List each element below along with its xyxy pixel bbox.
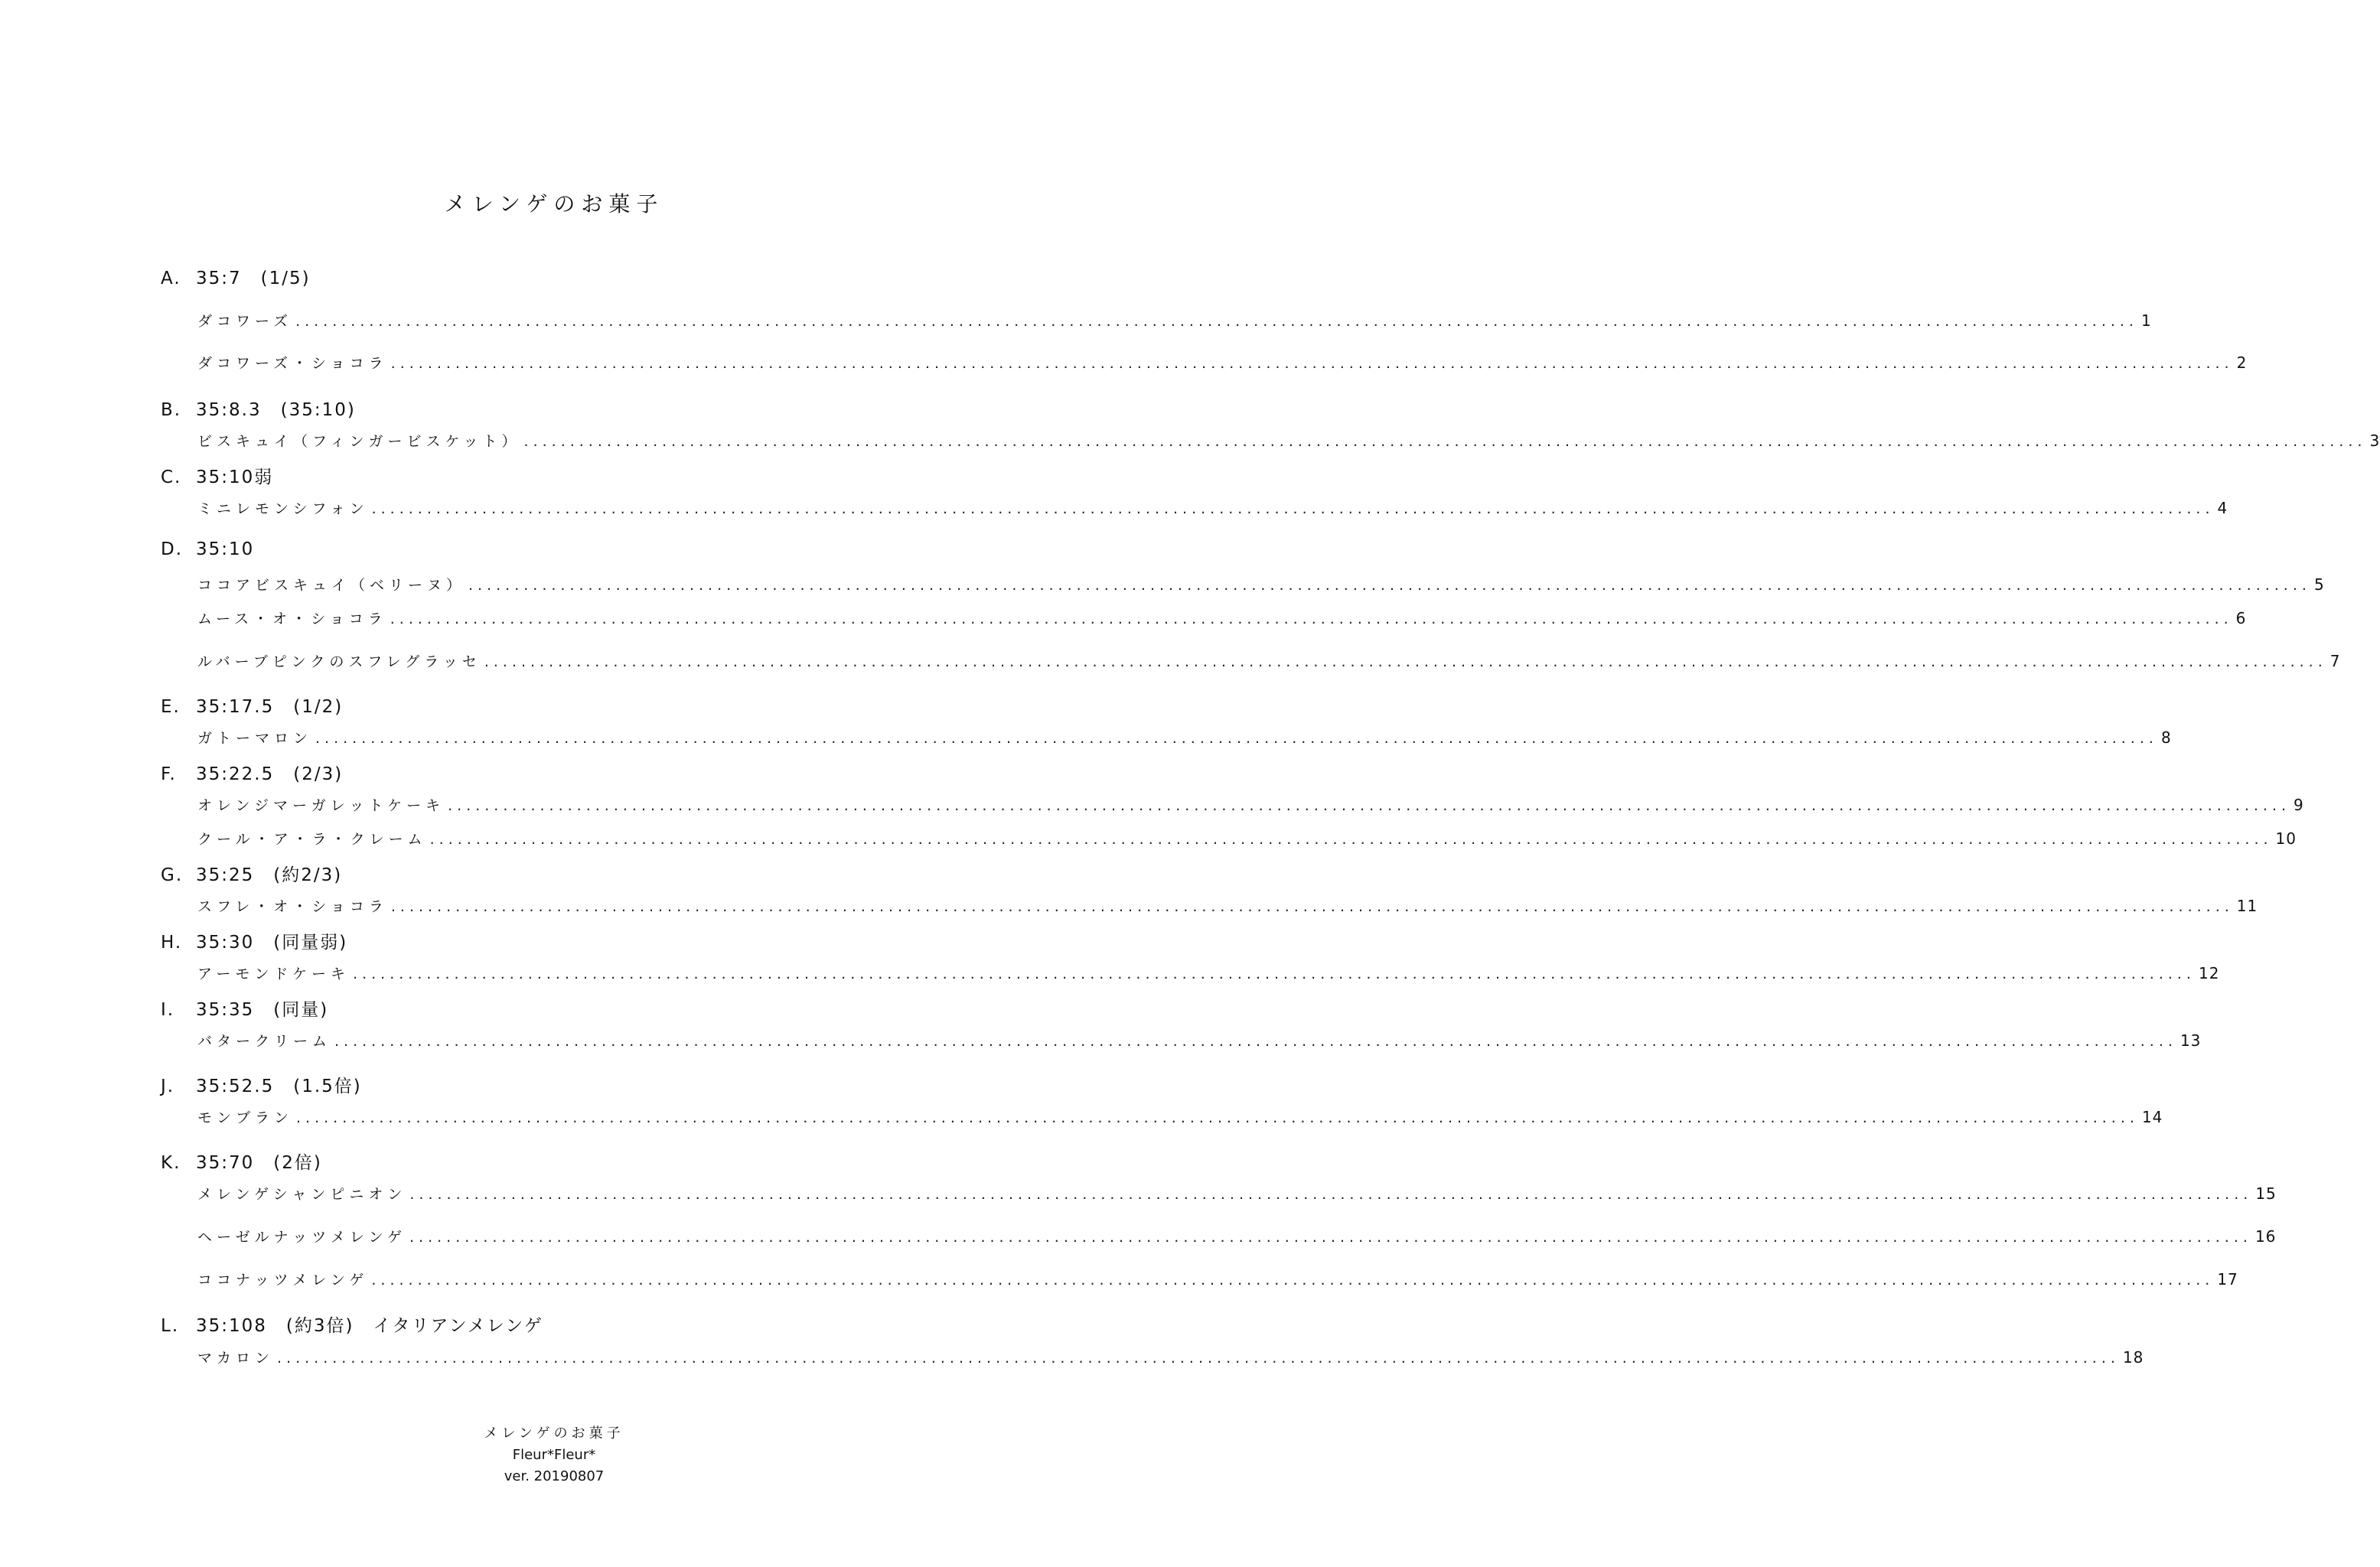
entry-name: ダコワーズ・ショコラ xyxy=(197,355,388,372)
section-heading xyxy=(161,995,328,1021)
section-ratio: 35:8.3 (35:10) xyxy=(196,400,356,420)
entry-name: ミニレモンシフォン xyxy=(197,500,369,517)
section-ratio: 35:17.5 (1/2) xyxy=(196,697,344,717)
entry-page: 18 xyxy=(2122,1348,2144,1367)
entry-name: ルバーブピンクのスフレグラッセ xyxy=(197,653,481,670)
section-letter: D. xyxy=(161,539,184,559)
toc-entry[interactable]: ムース・オ・ショコラ ........................................................................................................................................................................................................ 6 xyxy=(197,609,2247,627)
entry-name: アーモンドケーキ xyxy=(197,966,350,982)
entry-name: ココアビスキュイ（ベリーヌ） xyxy=(197,577,466,594)
entry-page: 12 xyxy=(2198,964,2220,982)
section-ratio: 35:70 (2倍) xyxy=(196,1153,322,1173)
entry-name: マカロン xyxy=(197,1350,275,1367)
entry-page: 15 xyxy=(2255,1184,2277,1203)
entry-page: 10 xyxy=(2275,829,2297,848)
section-ratio: 35:10 xyxy=(196,539,255,559)
entry-page: 7 xyxy=(2329,652,2341,670)
section-letter: L. xyxy=(161,1316,180,1336)
section-ratio: 35:30 (同量弱) xyxy=(196,933,348,953)
section-letter: H. xyxy=(161,933,183,953)
entry-name: バタークリーム xyxy=(197,1033,332,1050)
entry-page: 11 xyxy=(2236,897,2258,915)
toc-entry[interactable]: メレンゲシャンピニオン ........................................................................................................................................................................................................ 15 xyxy=(197,1184,2277,1203)
entry-name: ガトーマロン xyxy=(197,730,313,747)
entry-page: 6 xyxy=(2235,609,2247,627)
entry-name: ビスキュイ（フィンガービスケット） xyxy=(197,433,521,450)
toc-entry[interactable]: ココナッツメレンゲ ........................................................................................................................................................................................................ 17 xyxy=(197,1270,2238,1288)
toc-entry[interactable]: ビスキュイ（フィンガービスケット） ........................................................................................................................................................................................................ 3 xyxy=(197,432,2380,450)
toc-entry[interactable]: オレンジマーガレットケーキ ........................................................................................................................................................................................................ 9 xyxy=(197,796,2304,814)
entry-name: オレンジマーガレットケーキ xyxy=(197,797,445,814)
section-letter: E. xyxy=(161,697,181,717)
toc-entry[interactable]: ガトーマロン ........................................................................................................................................................................................................ 8 xyxy=(197,728,2172,747)
section-ratio: 35:7 (1/5) xyxy=(196,269,311,288)
toc-entry[interactable]: モンブラン ........................................................................................................................................................................................................ 14 xyxy=(197,1108,2163,1126)
section-heading xyxy=(161,1148,322,1174)
toc-entry[interactable]: マカロン ........................................................................................................................................................................................................ 18 xyxy=(197,1348,2144,1367)
section-heading xyxy=(161,1072,362,1097)
entry-page: 5 xyxy=(2313,575,2325,594)
entry-name: クール・ア・ラ・クレーム xyxy=(197,831,427,848)
section-ratio: 35:35 (同量) xyxy=(196,1000,329,1020)
toc-entry[interactable]: バタークリーム ........................................................................................................................................................................................................ 13 xyxy=(197,1031,2202,1050)
section-heading xyxy=(161,928,347,953)
toc-entry[interactable]: ルバーブピンクのスフレグラッセ ........................................................................................................................................................................................................ 7 xyxy=(197,652,2341,670)
section-heading xyxy=(161,861,342,886)
section-heading xyxy=(161,692,343,718)
section-heading xyxy=(161,1311,543,1337)
section-heading xyxy=(161,463,273,488)
section-ratio: 35:108 (約3倍) イタリアンメレンゲ xyxy=(196,1316,543,1336)
entry-page: 3 xyxy=(2369,432,2380,450)
section-letter: G. xyxy=(161,865,184,885)
entry-page: 17 xyxy=(2217,1270,2238,1288)
section-ratio: 35:10弱 xyxy=(196,467,274,487)
entry-page: 8 xyxy=(2160,728,2172,747)
section-letter: J. xyxy=(161,1077,175,1096)
toc-entry[interactable]: アーモンドケーキ ........................................................................................................................................................................................................ 12 xyxy=(197,964,2220,982)
entry-name: メレンゲシャンピニオン xyxy=(197,1186,407,1203)
entry-name: スフレ・オ・ショコラ xyxy=(197,898,388,915)
section-heading xyxy=(161,396,356,421)
toc-entry[interactable]: ダコワーズ ........................................................................................................................................................................................................ 1 xyxy=(197,311,2152,330)
toc-entry[interactable]: ダコワーズ・ショコラ ........................................................................................................................................................................................................ 2 xyxy=(197,353,2248,372)
footer-title: メレンゲのお菓子 xyxy=(484,1425,624,1442)
toc-entry[interactable]: ミニレモンシフォン ........................................................................................................................................................................................................ 4 xyxy=(197,499,2228,517)
section-ratio: 35:52.5 (1.5倍) xyxy=(196,1077,362,1096)
entry-page: 9 xyxy=(2294,796,2304,814)
entry-page: 2 xyxy=(2236,353,2248,372)
toc-entry[interactable]: ヘーゼルナッツメレンゲ ........................................................................................................................................................................................................ 16 xyxy=(197,1227,2277,1246)
section-letter: A. xyxy=(161,269,181,288)
entry-page: 14 xyxy=(2141,1108,2163,1126)
entry-name: ムース・オ・ショコラ xyxy=(197,611,387,627)
footer xyxy=(0,1423,1108,1487)
section-ratio: 35:22.5 (2/3) xyxy=(196,764,344,784)
section-letter: F. xyxy=(161,764,177,784)
section-letter: B. xyxy=(161,400,182,420)
section-letter: C. xyxy=(161,467,182,487)
section-letter: I. xyxy=(161,1000,175,1020)
section-heading xyxy=(161,264,311,289)
footer-author: Fleur*Fleur* xyxy=(512,1447,596,1463)
entry-page: 4 xyxy=(2217,499,2228,517)
footer-version: ver. 20190807 xyxy=(504,1468,605,1484)
section-ratio: 35:25 (約2/3) xyxy=(196,865,343,885)
entry-name: モンブラン xyxy=(197,1109,294,1126)
section-heading xyxy=(161,760,343,785)
toc-entry[interactable]: クール・ア・ラ・クレーム ........................................................................................................................................................................................................ 10 xyxy=(197,829,2297,848)
entry-name: ヘーゼルナッツメレンゲ xyxy=(197,1229,407,1246)
section-heading xyxy=(161,539,254,559)
entry-page: 1 xyxy=(2140,311,2152,330)
section-letter: K. xyxy=(161,1153,181,1173)
toc-entry[interactable]: スフレ・オ・ショコラ ........................................................................................................................................................................................................ 11 xyxy=(197,897,2258,915)
page-title: メレンゲのお菓子 xyxy=(444,191,664,217)
entry-name: ココナッツメレンゲ xyxy=(197,1272,369,1288)
entry-page: 13 xyxy=(2179,1031,2202,1050)
entry-page: 16 xyxy=(2254,1227,2277,1246)
toc-entry[interactable]: ココアビスキュイ（ベリーヌ） ........................................................................................................................................................................................................ 5 xyxy=(197,575,2325,594)
entry-name: ダコワーズ xyxy=(197,313,293,330)
